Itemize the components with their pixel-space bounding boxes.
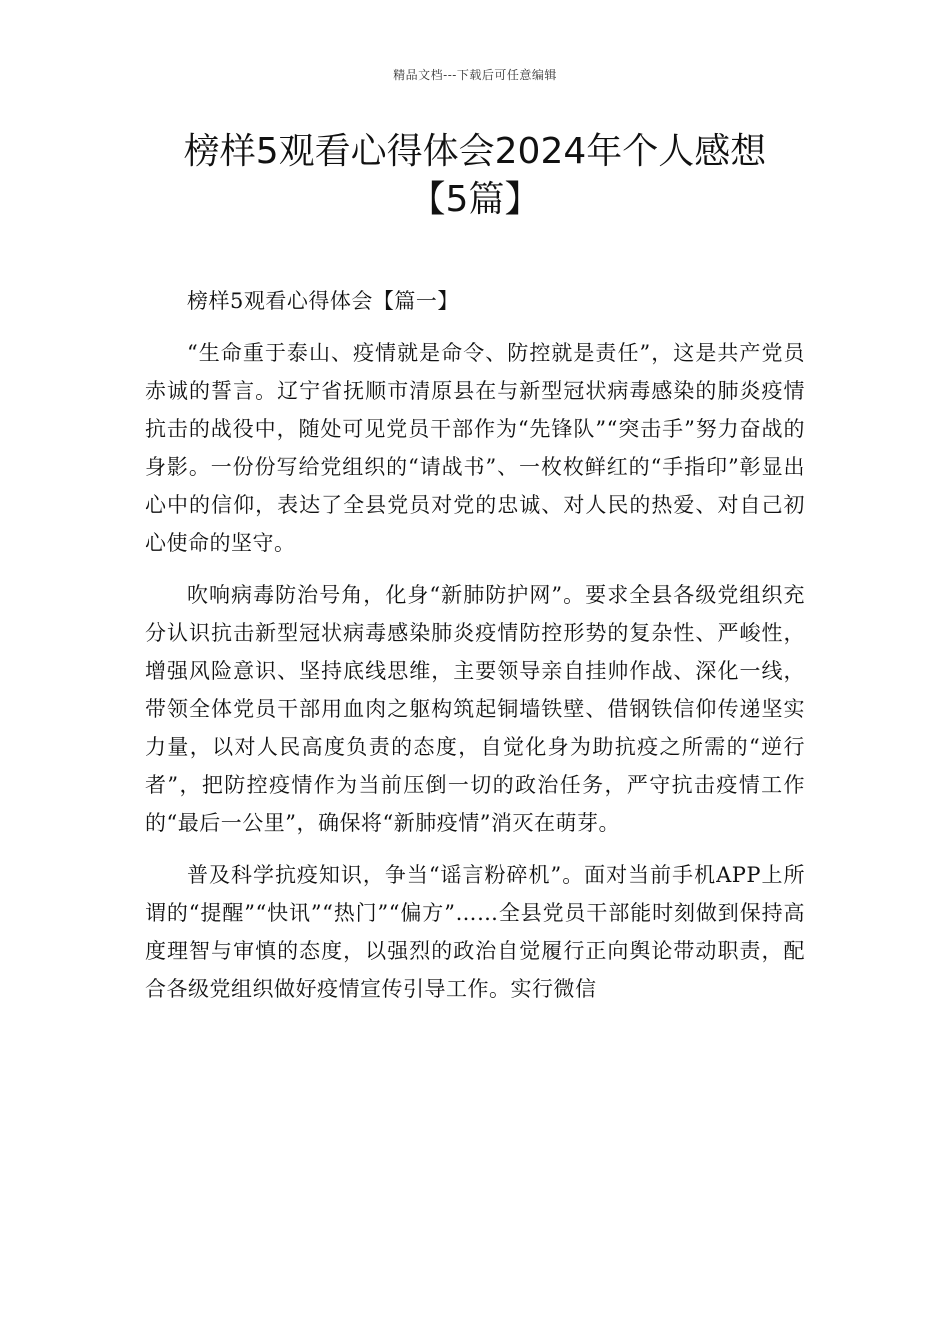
paragraph-1: “生命重于泰山、疫情就是命令、防控就是责任”，这是共产党员赤诚的誓言。辽宁省抚顺市清原县在与新型冠状病毒感染的肺炎疫情抗击的战役中，随处可见党员干部作为“先锋队”“突击手”努力奋战的身影。一份份写给党组织的“请战书”、一枚枚鲜红的“手指印”彰显出心中的信仰，表达了全县党员对党的忠诚、对人民的热爱、对自己初心使命的坚守。 [145,341,805,555]
section-heading: 榜样5观看心得体会【篇一】 [187,289,459,313]
paragraph-3: 普及科学抗疫知识，争当“谣言粉碎机”。面对当前手机APP上所谓的“提醒”“快讯”“热门”“偏方”……全县党员干部能时刻做到保持高度理智与审慎的态度，以强烈的政治自觉履行正向舆论带动职责，配合各级党组织做好疫情宣传引导工作。实行微信 [145,863,805,1001]
paragraph-2: 吹响病毒防治号角，化身“新肺防护网”。要求全县各级党组织充分认识抗击新型冠状病毒感染肺炎疫情防控形势的复杂性、严峻性，增强风险意识、坚持底线思维，主要领导亲自挂帅作战、深化一线，带领全体党员干部用血肉之躯构筑起铜墙铁壁、借钢铁信仰传递坚实力量，以对人民高度负责的态度，自觉化身为助抗疫之所需的“逆行者”，把防控疫情作为当前压倒一切的政治任务，严守抗击疫情工作的“最后一公里”，确保将“新肺疫情”消灭在萌芽。 [145,583,805,835]
header-note: 精品文档---下载后可任意编辑 [393,68,557,82]
document-body [145,282,805,1022]
document-title [130,128,820,224]
title-line-1: 榜样5观看心得体会2024年个人感想 [183,131,767,172]
title-line-2: 【5篇】 [409,179,541,220]
